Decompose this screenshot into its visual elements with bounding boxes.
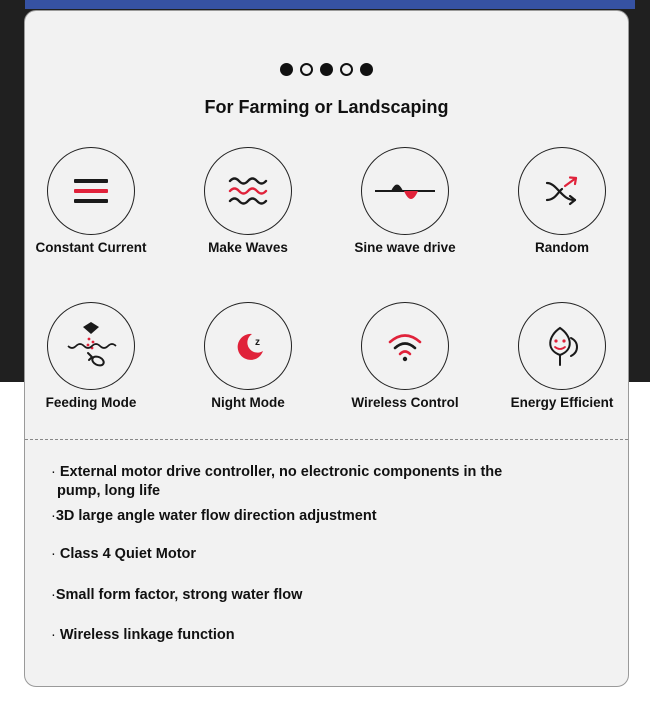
feature-wireless-control: [330, 302, 480, 410]
feature-label: Night Mode: [211, 395, 285, 410]
feature-night-mode: [173, 302, 323, 410]
feature-label: Random: [535, 240, 589, 255]
feature-icon-circle: [361, 147, 449, 235]
feature-icon-circle: [204, 302, 292, 390]
moon-icon: [228, 326, 268, 366]
three-lines-icon: [71, 176, 111, 206]
feature-feeding-mode: [16, 302, 166, 410]
feature-icon-circle: [361, 302, 449, 390]
feature-icon-circle: [204, 147, 292, 235]
feature-icon-circle: [47, 302, 135, 390]
bullet-marker: ·: [51, 546, 60, 562]
carousel-dot-4[interactable]: [340, 63, 353, 76]
svg-text:z: z: [255, 337, 260, 348]
bullet-text: Wireless linkage function: [59, 627, 235, 643]
sine-wave-icon: [373, 173, 437, 209]
feature-icon-circle: [518, 302, 606, 390]
carousel-dot-3[interactable]: [320, 63, 333, 76]
bullet-marker: ·: [51, 464, 60, 480]
bullet-text: Class 4 Quiet Motor: [59, 546, 197, 562]
feature-label: Sine wave drive: [354, 240, 456, 255]
waves-icon: [227, 174, 269, 208]
shuffle-icon: [544, 174, 580, 208]
feature-label: Wireless Control: [351, 395, 459, 410]
leaf-icon: [540, 324, 584, 368]
spec-bullet-4: [51, 586, 302, 605]
bullet-marker: ·: [51, 587, 56, 603]
carousel-dot-1[interactable]: [280, 63, 293, 76]
feature-random: [487, 147, 637, 255]
feature-make-waves: [173, 147, 323, 255]
spec-bullet-5: [51, 626, 235, 645]
feature-constant-current: [16, 147, 166, 255]
spec-bullet-2: [51, 507, 377, 526]
bullet-marker: ·: [51, 627, 60, 643]
bullet-text: External motor drive controller, no electronic components in the: [59, 464, 503, 480]
spec-bullet-3: [51, 545, 196, 564]
feeding-icon: [64, 319, 118, 373]
wifi-icon: [385, 328, 425, 364]
bullet-text: 3D large angle water flow direction adjustment: [55, 508, 377, 524]
features-card: [24, 10, 629, 687]
feature-icon-circle: [47, 147, 135, 235]
feature-label: Constant Current: [35, 240, 147, 255]
carousel-dot-2[interactable]: [300, 63, 313, 76]
feature-label: Make Waves: [208, 240, 288, 255]
section-divider: [25, 439, 628, 440]
header-strip: [25, 0, 635, 9]
carousel-dots: [25, 63, 628, 76]
bullet-marker: ·: [51, 508, 56, 524]
feature-label: Energy Efficient: [510, 395, 614, 410]
feature-sine-wave-drive: [330, 147, 480, 255]
feature-energy-efficient: [487, 302, 637, 410]
feature-icon-circle: [518, 147, 606, 235]
section-title: For Farming or Landscaping: [204, 97, 449, 117]
bullet-text: Small form factor, strong water flow: [55, 587, 303, 603]
bullet-text-continued: pump, long life: [57, 483, 161, 499]
feature-label: Feeding Mode: [45, 395, 137, 410]
carousel-dot-5[interactable]: [360, 63, 373, 76]
spec-bullet-1: [51, 463, 502, 501]
